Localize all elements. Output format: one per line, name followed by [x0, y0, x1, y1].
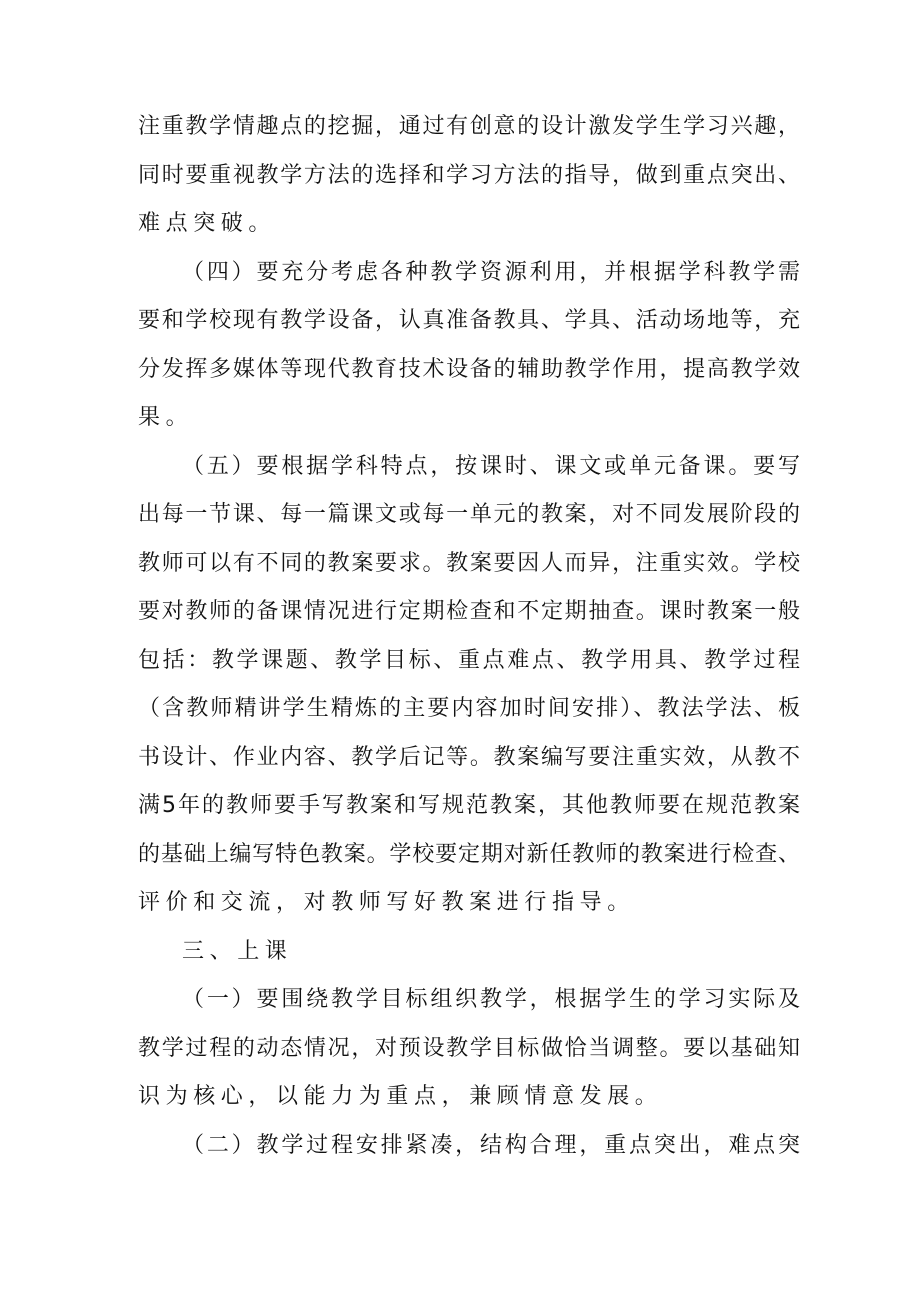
paragraph-line: 分发挥多媒体等现代教育技术设备的辅助教学作用，提高教学效	[138, 356, 800, 382]
document-page	[138, 103, 800, 1170]
paragraph-line: 书设计、作业内容、教学后记等。教案编写要注重实效，从教不	[138, 744, 800, 770]
paragraph-line: 包括：教学课题、教学目标、重点难点、教学用具、教学过程	[138, 647, 800, 673]
paragraph-line: 评价和交流，对教师写好教案进行指导。	[138, 890, 635, 915]
section-heading: 三、上课	[182, 938, 293, 964]
paragraph-line: 难点突破。	[138, 211, 277, 236]
paragraph-line: 出每一节课、每一篇课文或每一单元的教案，对不同发展阶段的	[138, 502, 800, 527]
paragraph-2-first-line: （二）教学过程安排紧凑，结构合理，重点突出，难点突	[182, 1132, 800, 1158]
paragraph-4-first-line: （四）要充分考虑各种教学资源利用，并根据学科教学需	[182, 259, 800, 285]
paragraph-line: （含教师精讲学生精炼的主要内容加时间安排）、教法学法、板	[138, 696, 800, 721]
paragraph-line: 注重教学情趣点的挖掘，通过有创意的设计激发学生学习兴趣，	[138, 114, 800, 139]
paragraph-line: 要对教师的备课情况进行定期检查和不定期抽查。课时教案一般	[138, 599, 800, 624]
paragraph-5-first-line: （五）要根据学科特点，按课时、课文或单元备课。要写	[182, 453, 800, 479]
paragraph-line: 同时要重视教学方法的选择和学习方法的指导，做到重点突出、	[138, 162, 800, 188]
paragraph-line: 教学过程的动态情况，对预设教学目标做恰当调整。要以基础知	[138, 1035, 800, 1061]
paragraph-line: 满5年的教师要手写教案和写规范教案，其他教师要在规范教案	[138, 793, 800, 818]
paragraph-line: 的基础上编写特色教案。学校要定期对新任教师的教案进行检查、	[138, 841, 800, 867]
paragraph-1-first-line: （一）要围绕教学目标组织教学，根据学生的学习实际及	[182, 987, 800, 1012]
paragraph-line: 教师可以有不同的教案要求。教案要因人而异，注重实效。学校	[138, 550, 800, 576]
paragraph-line: 要和学校现有教学设备，认真准备教具、学具、活动场地等，充	[138, 308, 800, 333]
paragraph-line: 识为核心，以能力为重点，兼顾情意发展。	[138, 1084, 663, 1109]
paragraph-line: 果。	[138, 405, 194, 430]
